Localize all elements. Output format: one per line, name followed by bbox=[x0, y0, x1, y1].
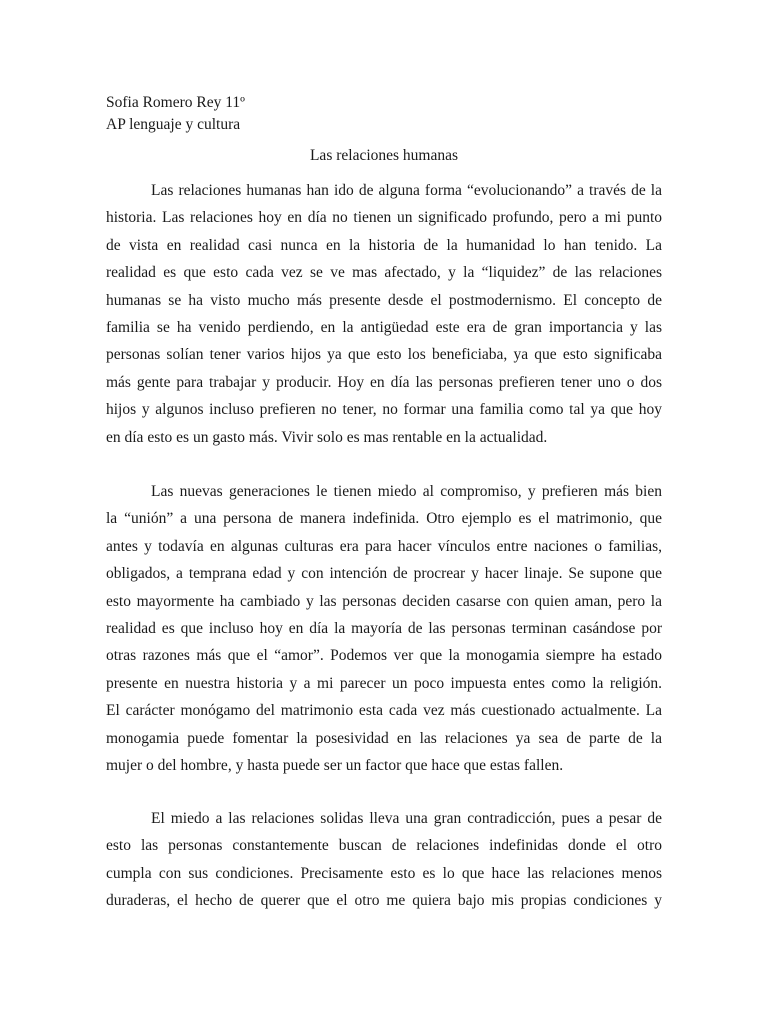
paragraph-line: presente en nuestra historia y a mi parecer un poco impuesta entes como la religión. bbox=[106, 674, 662, 692]
paragraph-1 bbox=[106, 177, 662, 451]
paragraph-2 bbox=[106, 478, 662, 779]
paragraph-line: de vista en realidad casi nunca en la historia de la humanidad lo han tenido. La bbox=[106, 236, 662, 254]
paragraph-line: mujer o del hombre, y hasta puede ser un factor que hace que estas fallen. bbox=[106, 756, 564, 774]
paragraph-line: esto mayormente ha cambiado y las personas deciden casarse con quien aman, pero la bbox=[106, 592, 662, 610]
paragraph-line: en día esto es un gasto más. Vivir solo es mas rentable en la actualidad. bbox=[106, 428, 548, 446]
essay-title: Las relaciones humanas bbox=[309, 147, 459, 164]
paragraph-line: historia. Las relaciones hoy en día no tienen un significado profundo, pero a mi punto bbox=[106, 209, 662, 227]
paragraph-line: El miedo a las relaciones solidas lleva una gran contradicción, pues a pesar de bbox=[151, 810, 662, 827]
paragraph-line: la “unión” a una persona de manera indefinida. Otro ejemplo es el matrimonio, que bbox=[106, 510, 662, 528]
paragraph-line: cumpla con sus condiciones. Precisamente esto es lo que hace las relaciones menos bbox=[106, 864, 662, 882]
course-name: AP lenguaje y cultura bbox=[106, 116, 241, 133]
paragraph-line: personas solían tener varios hijos ya que esto los beneficiaba, ya que esto significaba bbox=[106, 346, 662, 364]
paragraph-line: El carácter monógamo del matrimonio esta cada vez más cuestionado actualmente. La bbox=[106, 702, 662, 720]
paragraph-line: Las relaciones humanas han ido de alguna forma “evolucionando” a través de la bbox=[151, 182, 662, 199]
paragraph-line: otras razones más que el “amor”. Podemos ver que la monogamia siempre ha estado bbox=[106, 647, 662, 665]
paragraph-3 bbox=[106, 805, 662, 915]
paragraph-line: monogamia puede fomentar la posesividad en las relaciones ya sea de parte de la bbox=[106, 729, 662, 747]
paragraph-line: familia se ha venido perdiendo, en la antigüedad este era de gran importancia y las bbox=[106, 318, 662, 336]
paragraph-line: humanas se ha visto mucho más presente desde el postmodernismo. El concepto de bbox=[106, 291, 662, 309]
paragraph-line: obligados, a temprana edad y con intención de procrear y hacer linaje. Se supone que bbox=[106, 565, 662, 583]
paragraph-line: realidad es que incluso hoy en día la mayoría de las personas terminan casándose por bbox=[106, 619, 662, 637]
paragraph-line: esto las personas constantemente buscan de relaciones indefinidas donde el otro bbox=[106, 837, 662, 855]
author-name: Sofia Romero Rey 11º bbox=[106, 94, 245, 111]
paragraph-line: realidad es que esto cada vez se ve mas afectado, y la “liquidez” de las relaciones bbox=[106, 264, 662, 282]
paragraph-line: antes y todavía en algunas culturas era para hacer vínculos entre naciones o familias, bbox=[106, 537, 662, 555]
paragraph-line: Las nuevas generaciones le tienen miedo al compromiso, y prefieren más bien bbox=[151, 483, 662, 500]
document-header bbox=[106, 92, 245, 136]
paragraph-line: hijos y algunos incluso prefieren no tener, no formar una familia como tal ya que hoy bbox=[106, 401, 662, 419]
paragraph-line: más gente para trabajar y producir. Hoy en día las personas prefieren tener uno o dos bbox=[106, 373, 662, 391]
paragraph-line: duraderas, el hecho de querer que el otro me quiera bajo mis propias condiciones y bbox=[106, 892, 662, 910]
